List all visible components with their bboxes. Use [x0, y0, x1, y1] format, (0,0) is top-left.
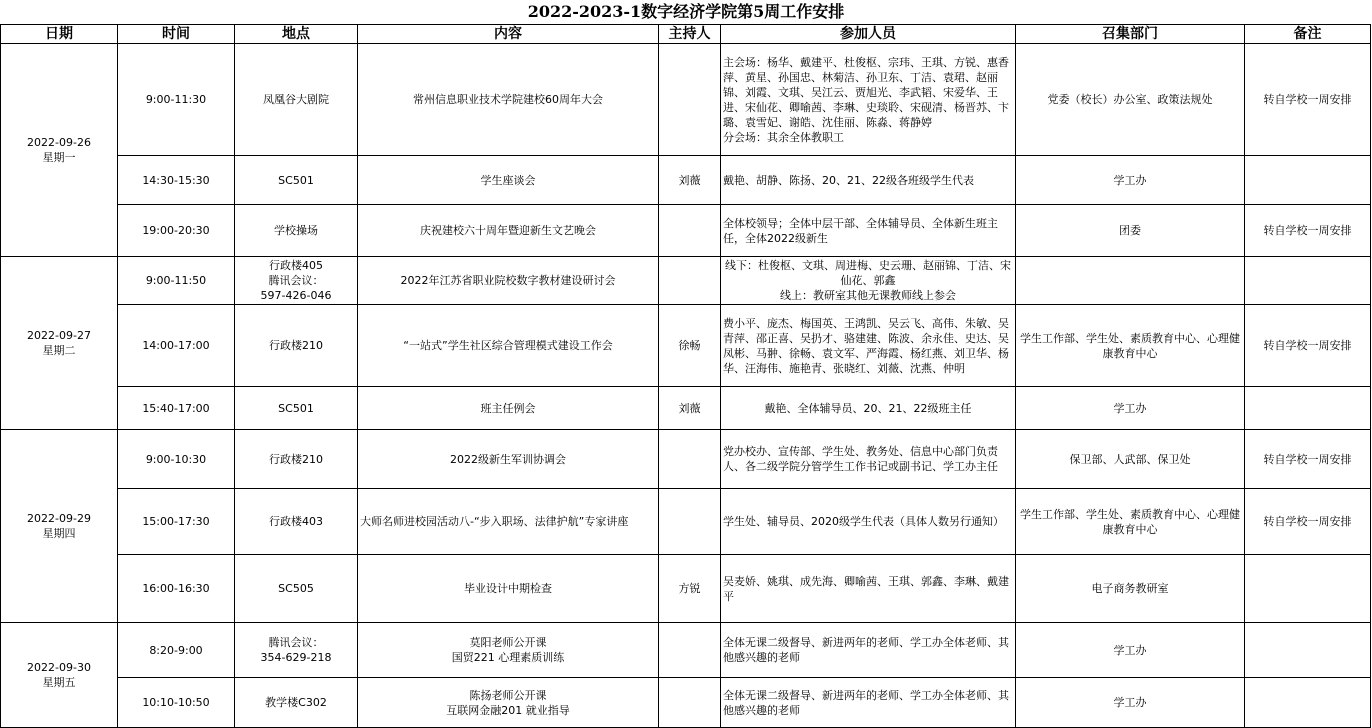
note-cell: 转自学校一周安排: [1245, 430, 1371, 489]
participants-cell: 全体无课二级督导、新进两年的老师、学工办全体老师、其他感兴趣的老师: [721, 623, 1016, 678]
content-cell: “一站式”学生社区综合管理模式建设工作会: [358, 305, 659, 387]
header-participants: 参加人员: [721, 25, 1016, 44]
participants-cell: 线下：杜俊枢、文琪、周进梅、史云珊、赵丽锦、丁洁、宋仙花、郭鑫 线上：教研室其他无课教师线上参会: [721, 257, 1016, 305]
place-cell: 行政楼405 腾讯会议： 597-426-046: [235, 257, 358, 305]
dept-cell: 学生工作部、学生处、素质教育中心、心理健康教育中心: [1016, 489, 1245, 555]
table-row: [1, 156, 1371, 205]
table-row: [1, 430, 1371, 489]
date-cell: [1, 430, 118, 623]
host-cell: [659, 623, 721, 678]
note-cell: 转自学校一周安排: [1245, 305, 1371, 387]
host-cell: [659, 489, 721, 555]
header-note: 备注: [1245, 25, 1371, 44]
time-cell: 9:00-11:30: [118, 44, 235, 156]
content-cell: 班主任例会: [358, 387, 659, 430]
dept-cell: 团委: [1016, 205, 1245, 257]
content-cell: 2022级新生军训协调会: [358, 430, 659, 489]
weekday-value: 星期一: [42, 151, 76, 164]
note-cell: [1245, 387, 1371, 430]
host-cell: [659, 44, 721, 156]
participants-cell: 费小平、庞杰、梅国英、王鸿凯、吴云飞、高伟、朱敏、吴青萍、邵正喜、吴扔才、骆建建、陈波、余永佳、史达、吴凤彬、马翀、徐畅、袁文军、严海霞、杨红燕、刘卫华、杨华、汪海伟、施艳青、张晓红、刘薇、沈燕、仲明: [721, 305, 1016, 387]
content-cell: 大师名师进校园活动八-“步入职场、法律护航”专家讲座: [358, 489, 659, 555]
table-row: [1, 678, 1371, 728]
dept-cell: 学工办: [1016, 156, 1245, 205]
content-cell: 毕业设计中期检查: [358, 555, 659, 623]
host-cell: 方锐: [659, 555, 721, 623]
header-content: 内容: [358, 25, 659, 44]
weekday-value: 星期四: [42, 527, 76, 540]
time-cell: 9:00-10:30: [118, 430, 235, 489]
table-row: [1, 44, 1371, 156]
place-cell: SC501: [235, 156, 358, 205]
date-value: 2022-09-27: [27, 329, 91, 342]
note-cell: [1245, 623, 1371, 678]
dept-cell: [1016, 257, 1245, 305]
table-row: [1, 305, 1371, 387]
participants-cell: 全体无课二级督导、新进两年的老师、学工办全体老师、其他感兴趣的老师: [721, 678, 1016, 728]
header-place: 地点: [235, 25, 358, 44]
participants-cell: 戴艳、全体辅导员、20、21、22级班主任: [721, 387, 1016, 430]
dept-cell: 学工办: [1016, 678, 1245, 728]
participants-cell: 戴艳、胡静、陈扬、20、21、22级各班级学生代表: [721, 156, 1016, 205]
note-cell: 转自学校一周安排: [1245, 44, 1371, 156]
time-cell: 15:00-17:30: [118, 489, 235, 555]
date-value: 2022-09-26: [27, 136, 91, 149]
place-cell: 腾讯会议： 354-629-218: [235, 623, 358, 678]
host-cell: 徐畅: [659, 305, 721, 387]
note-cell: [1245, 257, 1371, 305]
place-cell: 行政楼403: [235, 489, 358, 555]
table-row: [1, 205, 1371, 257]
host-cell: 刘薇: [659, 156, 721, 205]
header-host: 主持人: [659, 25, 721, 44]
place-cell: 行政楼210: [235, 305, 358, 387]
date-cell: [1, 257, 118, 430]
table-row: [1, 555, 1371, 623]
date-cell: [1, 623, 118, 728]
header-time: 时间: [118, 25, 235, 44]
time-cell: 10:10-10:50: [118, 678, 235, 728]
content-cell: 庆祝建校六十周年暨迎新生文艺晚会: [358, 205, 659, 257]
participants-cell: 党办校办、宣传部、学生处、教务处、信息中心部门负责人、各二级学院分管学生工作书记或副书记、学工办主任: [721, 430, 1016, 489]
time-cell: 15:40-17:00: [118, 387, 235, 430]
date-cell: [1, 44, 118, 257]
content-cell: 常州信息职业技术学院建校60周年大会: [358, 44, 659, 156]
dept-cell: 学生工作部、学生处、素质教育中心、心理健康教育中心: [1016, 305, 1245, 387]
time-cell: 19:00-20:30: [118, 205, 235, 257]
dept-cell: 党委（校长）办公室、政策法规处: [1016, 44, 1245, 156]
place-cell: 行政楼210: [235, 430, 358, 489]
date-value: 2022-09-30: [27, 661, 91, 674]
place-cell: 凤凰谷大剧院: [235, 44, 358, 156]
content-cell: 2022年江苏省职业院校数字教材建设研讨会: [358, 257, 659, 305]
dept-cell: 保卫部、人武部、保卫处: [1016, 430, 1245, 489]
time-cell: 14:00-17:00: [118, 305, 235, 387]
participants-cell: 主会场：杨华、戴建平、杜俊枢、宗玮、王琪、方锐、惠香萍、黄星、孙国忠、林菊洁、孙卫东、丁洁、袁珺、赵丽锦、刘霞、文琪、吴江云、贾旭光、李武韬、宋爱华、王进、宋仙花、卿喻茜、李琳、史琰聆、宋砚清、杨晋苏、卞璐、袁雪妃、谢皓、沈佳丽、陈淼、蒋静婷 分会场：其余全体教职工: [721, 44, 1016, 156]
header-dept: 召集部门: [1016, 25, 1245, 44]
time-cell: 14:30-15:30: [118, 156, 235, 205]
time-cell: 16:00-16:30: [118, 555, 235, 623]
participants-cell: 吴麦娇、姚琪、成先海、卿喻茜、王琪、郭鑫、李琳、戴建平: [721, 555, 1016, 623]
content-cell: 莫阳老师公开课 国贸221 心理素质训练: [358, 623, 659, 678]
weekday-value: 星期五: [42, 676, 76, 689]
participants-cell: 全体校领导；全体中层干部、全体辅导员、全体新生班主任，全体2022级新生: [721, 205, 1016, 257]
schedule-table: [0, 24, 1371, 728]
table-row: [1, 623, 1371, 678]
content-cell: 学生座谈会: [358, 156, 659, 205]
host-cell: [659, 205, 721, 257]
place-cell: 学校操场: [235, 205, 358, 257]
note-cell: [1245, 678, 1371, 728]
time-cell: 8:20-9:00: [118, 623, 235, 678]
content-cell: 陈扬老师公开课 互联网金融201 就业指导: [358, 678, 659, 728]
weekday-value: 星期二: [42, 344, 76, 357]
header-row: [1, 25, 1371, 44]
participants-cell: 学生处、辅导员、2020级学生代表（具体人数另行通知）: [721, 489, 1016, 555]
note-cell: 转自学校一周安排: [1245, 205, 1371, 257]
host-cell: [659, 257, 721, 305]
dept-cell: 学工办: [1016, 623, 1245, 678]
header-date: 日期: [1, 25, 118, 44]
place-cell: SC501: [235, 387, 358, 430]
host-cell: 刘薇: [659, 387, 721, 430]
place-cell: SC505: [235, 555, 358, 623]
note-cell: 转自学校一周安排: [1245, 489, 1371, 555]
table-row: [1, 387, 1371, 430]
place-cell: 教学楼C302: [235, 678, 358, 728]
sheet-title: 2022-2023-1数字经济学院第5周工作安排: [527, 2, 845, 21]
host-cell: [659, 678, 721, 728]
date-value: 2022-09-29: [27, 512, 91, 525]
dept-cell: 电子商务教研室: [1016, 555, 1245, 623]
table-row: [1, 257, 1371, 305]
host-cell: [659, 430, 721, 489]
time-cell: 9:00-11:50: [118, 257, 235, 305]
note-cell: [1245, 156, 1371, 205]
table-row: [1, 489, 1371, 555]
note-cell: [1245, 555, 1371, 623]
dept-cell: 学工办: [1016, 387, 1245, 430]
